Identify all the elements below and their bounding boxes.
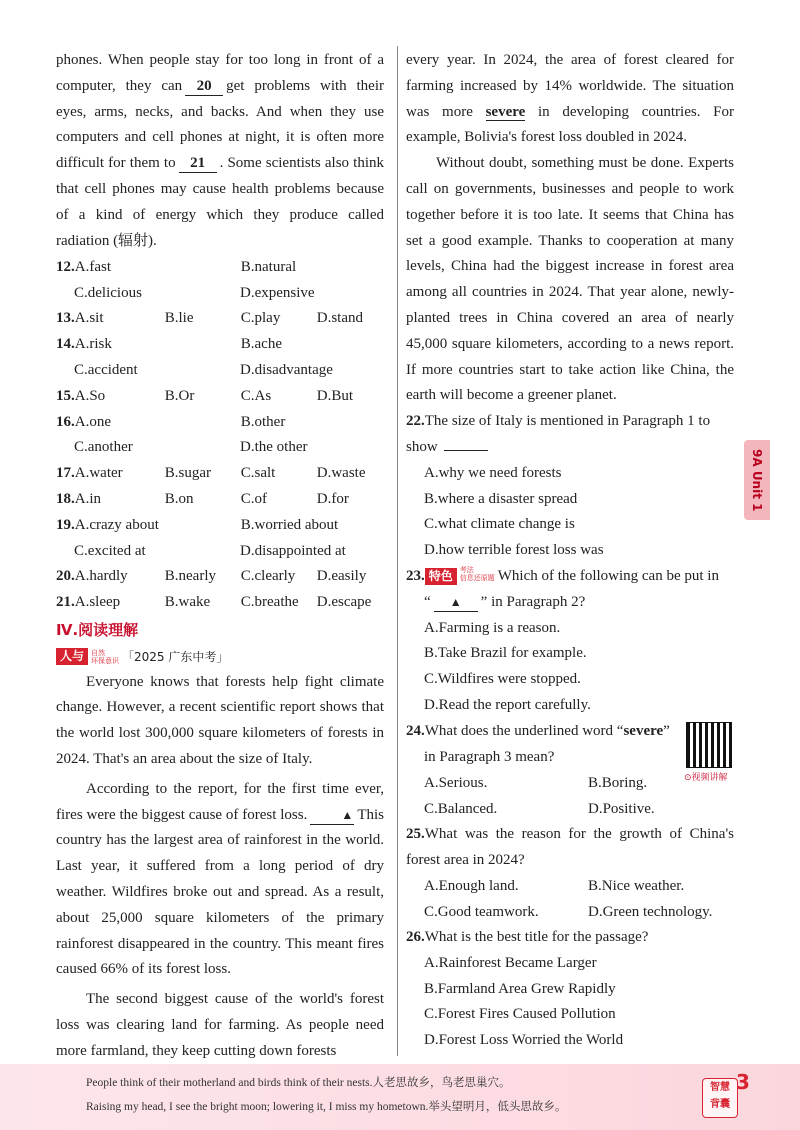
qr-label-text: 视频讲解 bbox=[691, 773, 728, 783]
question-19-row2 bbox=[56, 538, 384, 564]
option-d[interactable]: D.Forest Loss Worried the World bbox=[424, 1032, 624, 1049]
option-d[interactable]: D.waste bbox=[316, 465, 366, 482]
option-c[interactable]: C.breathe bbox=[240, 594, 299, 611]
option-b[interactable]: B.lie bbox=[164, 310, 194, 327]
passage-paragraph-3: The second biggest cause of the world's forest loss was clearing land for farming. As people need more farmland, they keep cutting down forests bbox=[56, 991, 384, 1059]
option-c[interactable]: C.another bbox=[74, 439, 133, 456]
question-24-options-row2 bbox=[406, 796, 734, 822]
question-24-line2 bbox=[406, 745, 734, 771]
subtag-line1: 自然 bbox=[91, 648, 106, 657]
option-b[interactable]: B.on bbox=[164, 490, 194, 507]
question-12-row2 bbox=[56, 280, 384, 306]
option-a[interactable]: A.Enough land. bbox=[424, 877, 519, 894]
brand-line2: 背囊 bbox=[710, 1099, 730, 1110]
question-number: 13. bbox=[56, 310, 75, 327]
option-c[interactable]: C.Wildfires were stopped. bbox=[424, 671, 581, 688]
theme-subtag bbox=[91, 649, 119, 665]
option-d[interactable]: D.how terrible forest loss was bbox=[424, 542, 604, 559]
feature-subtag bbox=[460, 566, 495, 582]
option-c[interactable]: C.Forest Fires Caused Pollution bbox=[424, 1006, 616, 1023]
question-20 bbox=[56, 564, 384, 590]
text: This country has the largest area of rainforest in the world. Last year, it suffered from a long period of dry weather. Wildfires broke out and spread. As a result, about 25,000 square kilometers of the primary rainforest disappeared in the country. This meant fires caused 66% of its forest loss. bbox=[56, 806, 384, 978]
blank-20: 20 bbox=[185, 77, 223, 96]
option-c[interactable]: C.what climate change is bbox=[424, 516, 575, 533]
text: get problems with their eyes, arms, necks, and backs. And when they use computers and cell phones at night, it is often more difficult for them to bbox=[56, 77, 384, 172]
question-23-line2: “ ▲ ” in Paragraph 2? bbox=[424, 593, 586, 610]
option-d[interactable]: D.disadvantage bbox=[240, 361, 333, 378]
text: every year. In 2024, the area of forest cleared for farming increased by 14% worldwide. The situation was more bbox=[406, 52, 734, 120]
option-d[interactable]: D.disappointed at bbox=[240, 542, 346, 559]
option-d[interactable]: D.for bbox=[316, 490, 349, 507]
question-number: 18. bbox=[56, 490, 75, 507]
page-number: 3 bbox=[736, 1070, 750, 1094]
option-d[interactable]: D.the other bbox=[240, 439, 308, 456]
text: According to the report, for the first time ever, fires were the biggest cause of forest loss. bbox=[56, 780, 384, 823]
question-19 bbox=[56, 512, 384, 538]
option-b[interactable]: B.where a disaster spread bbox=[424, 490, 578, 507]
subtag-line2: 信息还原题 bbox=[459, 573, 495, 582]
left-column bbox=[56, 48, 384, 1064]
option-c[interactable]: C.of bbox=[240, 490, 267, 507]
option-a[interactable]: A.sit bbox=[74, 310, 104, 327]
theme-tag: 人与 bbox=[56, 648, 88, 665]
blank-21: 21 bbox=[179, 154, 217, 173]
question-23 bbox=[406, 564, 734, 590]
question-number: 12. bbox=[56, 258, 75, 275]
question-number: 15. bbox=[56, 387, 75, 404]
question-25-options-row2 bbox=[406, 899, 734, 925]
question-24: 24.What does the underlined word “severe” bbox=[406, 722, 670, 739]
question-number: 21. bbox=[56, 594, 75, 611]
option-c[interactable]: C.play bbox=[240, 310, 281, 327]
option-d[interactable]: D.easily bbox=[316, 568, 367, 585]
question-13 bbox=[56, 306, 384, 332]
brand-logo bbox=[702, 1078, 738, 1118]
option-a[interactable]: A.Serious. bbox=[424, 774, 488, 791]
question-number: 24. bbox=[406, 722, 425, 739]
option-d[interactable]: D.Read the report carefully. bbox=[424, 696, 591, 713]
question-12 bbox=[56, 254, 384, 280]
question-number: 19. bbox=[56, 516, 75, 533]
option-c[interactable]: C.As bbox=[240, 387, 272, 404]
option-a[interactable]: A.sleep bbox=[74, 594, 121, 611]
option-d[interactable]: D.expensive bbox=[240, 284, 315, 301]
column-divider bbox=[397, 46, 398, 1056]
question-16-row2 bbox=[56, 435, 384, 461]
option-a[interactable]: A.crazy about bbox=[74, 516, 159, 533]
subtag-line1: 考法 bbox=[459, 565, 474, 574]
option-c[interactable]: C.delicious bbox=[74, 284, 142, 301]
underlined-word: severe bbox=[485, 103, 526, 120]
option-b[interactable]: B.other bbox=[240, 413, 286, 430]
question-26 bbox=[406, 925, 734, 951]
option-b[interactable]: B.Farmland Area Grew Rapidly bbox=[424, 980, 616, 997]
option-b[interactable]: B.Nice weather. bbox=[588, 877, 685, 894]
option-a[interactable]: A.fast bbox=[74, 258, 111, 275]
option-b[interactable]: B.nearly bbox=[164, 568, 216, 585]
option-c[interactable]: C.clearly bbox=[240, 568, 296, 585]
option-a[interactable]: A.water bbox=[74, 465, 123, 482]
option-b[interactable]: B.worried about bbox=[240, 516, 339, 533]
question-25-options-row1 bbox=[406, 874, 734, 900]
question-stem: What does the underlined word bbox=[424, 722, 614, 739]
passage-paragraph-1: Everyone knows that forests help fight climate change. However, a recent scientific report shows that the world lost 300,000 square kilometers of forests in 2024. That's an area about the size of Italy. bbox=[56, 673, 384, 767]
question-14 bbox=[56, 332, 384, 358]
text: in developing countries. For example, Bolivia's forest loss doubled in 2024. bbox=[406, 103, 735, 146]
text: . Some scientists also think that cell phones may cause health problems because of a kind of energy which they produce called radiation (辐射). bbox=[56, 155, 384, 249]
footer-quote-1: People think of their motherland and birds think of their nests.人老思故乡，鸟老思巢穴。 bbox=[86, 1077, 511, 1089]
question-stem: in Paragraph 3 mean? bbox=[424, 748, 555, 765]
option-a[interactable]: A.why we need forests bbox=[424, 464, 562, 481]
option-b[interactable]: B.ache bbox=[240, 336, 282, 353]
question-stem: in Paragraph 2? bbox=[491, 593, 586, 610]
question-15 bbox=[56, 383, 384, 409]
option-c[interactable]: C.Balanced. bbox=[424, 800, 498, 817]
subtag-line2: 环保意识 bbox=[91, 656, 120, 665]
question-stem: What was the reason for the growth of China's forest area in 2024? bbox=[406, 825, 734, 868]
question-number: 14. bbox=[56, 336, 75, 353]
brand-line1: 智慧 bbox=[710, 1082, 730, 1093]
question-stem: The size of Italy is mentioned in Paragraph 1 to show bbox=[406, 413, 711, 455]
question-number: 23. bbox=[406, 567, 425, 584]
target-word: severe bbox=[623, 722, 664, 739]
question-stem: Which of the following can be put in bbox=[497, 567, 719, 584]
option-a[interactable]: A.Farming is a reason. bbox=[424, 619, 561, 636]
passage-paragraph-2 bbox=[56, 777, 384, 983]
unit-side-tab: 9A Unit 1 bbox=[744, 440, 770, 520]
option-a[interactable]: A.in bbox=[74, 490, 101, 507]
question-number: 25. bbox=[406, 825, 425, 842]
qr-code-icon[interactable] bbox=[686, 722, 732, 768]
source-tag bbox=[56, 644, 384, 670]
cloze-paragraph-end bbox=[56, 48, 384, 254]
option-c[interactable]: C.salt bbox=[240, 465, 276, 482]
option-a[interactable]: A.Rainforest Became Larger bbox=[424, 954, 597, 971]
right-column bbox=[406, 48, 734, 1054]
option-a[interactable]: A.hardly bbox=[74, 568, 128, 585]
question-21 bbox=[56, 590, 384, 616]
blank-triangle: ▲ bbox=[310, 806, 354, 825]
question-number: 17. bbox=[56, 465, 75, 482]
option-c[interactable]: C.Good teamwork. bbox=[424, 903, 539, 920]
question-16 bbox=[56, 409, 384, 435]
footer-quote-2: Raising my head, I see the bright moon; lowering it, I miss my hometown.举头望明月，低头思故乡。 bbox=[86, 1101, 567, 1113]
option-b[interactable]: B.natural bbox=[240, 258, 297, 275]
answer-blank bbox=[444, 450, 488, 451]
question-stem: What is the best title for the passage? bbox=[424, 929, 649, 946]
option-a[interactable]: A.risk bbox=[74, 336, 112, 353]
question-25 bbox=[406, 822, 734, 874]
question-number: 22. bbox=[406, 413, 425, 430]
question-14-row2 bbox=[56, 358, 384, 384]
option-d[interactable]: D.Green technology. bbox=[588, 903, 713, 920]
blank-triangle: ▲ bbox=[434, 593, 478, 612]
option-a[interactable]: A.So bbox=[74, 387, 106, 404]
option-b[interactable]: B.sugar bbox=[164, 465, 211, 482]
question-17 bbox=[56, 461, 384, 487]
option-b[interactable]: B.Take Brazil for example. bbox=[424, 645, 587, 662]
option-c[interactable]: C.accident bbox=[74, 361, 138, 378]
option-d[interactable]: D.But bbox=[316, 387, 354, 404]
option-d[interactable]: D.Positive. bbox=[588, 800, 655, 817]
question-22 bbox=[406, 409, 734, 461]
option-b[interactable]: B.Or bbox=[164, 387, 195, 404]
question-number: 16. bbox=[56, 413, 75, 430]
passage-paragraph-4: Without doubt, something must be done. Experts call on governments, businesses and people to work together before it is too late. It seems that China has set a good example. Thanks to cooperation at many levels, China had the biggest increase in forest area among all countries in 2024. That year alone, newly-planted trees in China covered an area of nearly 45,000 square kilometers, according to a news report. If more countries start to take action like China, the earth will become a greener planet. bbox=[406, 155, 734, 404]
question-18 bbox=[56, 487, 384, 513]
question-number: 20. bbox=[56, 568, 75, 585]
feature-tag: 特色 bbox=[425, 568, 457, 585]
section-title: Ⅳ.阅读理解 bbox=[56, 620, 139, 639]
footer-banner bbox=[0, 1064, 800, 1130]
text: phones. When people stay for too long in front of a computer, they can bbox=[56, 52, 384, 94]
option-b[interactable]: B.Boring. bbox=[588, 774, 648, 791]
qr-label: ⊙视频讲解 bbox=[684, 773, 728, 783]
option-d[interactable]: D.stand bbox=[316, 310, 363, 327]
option-c[interactable]: C.excited at bbox=[74, 542, 146, 559]
passage-paragraph-3-cont bbox=[406, 48, 734, 151]
option-a[interactable]: A.one bbox=[74, 413, 111, 430]
exam-source: 「2025 广东中考」 bbox=[122, 650, 229, 665]
question-number: 26. bbox=[406, 929, 425, 946]
option-b[interactable]: B.wake bbox=[164, 594, 211, 611]
option-d[interactable]: D.escape bbox=[316, 594, 372, 611]
